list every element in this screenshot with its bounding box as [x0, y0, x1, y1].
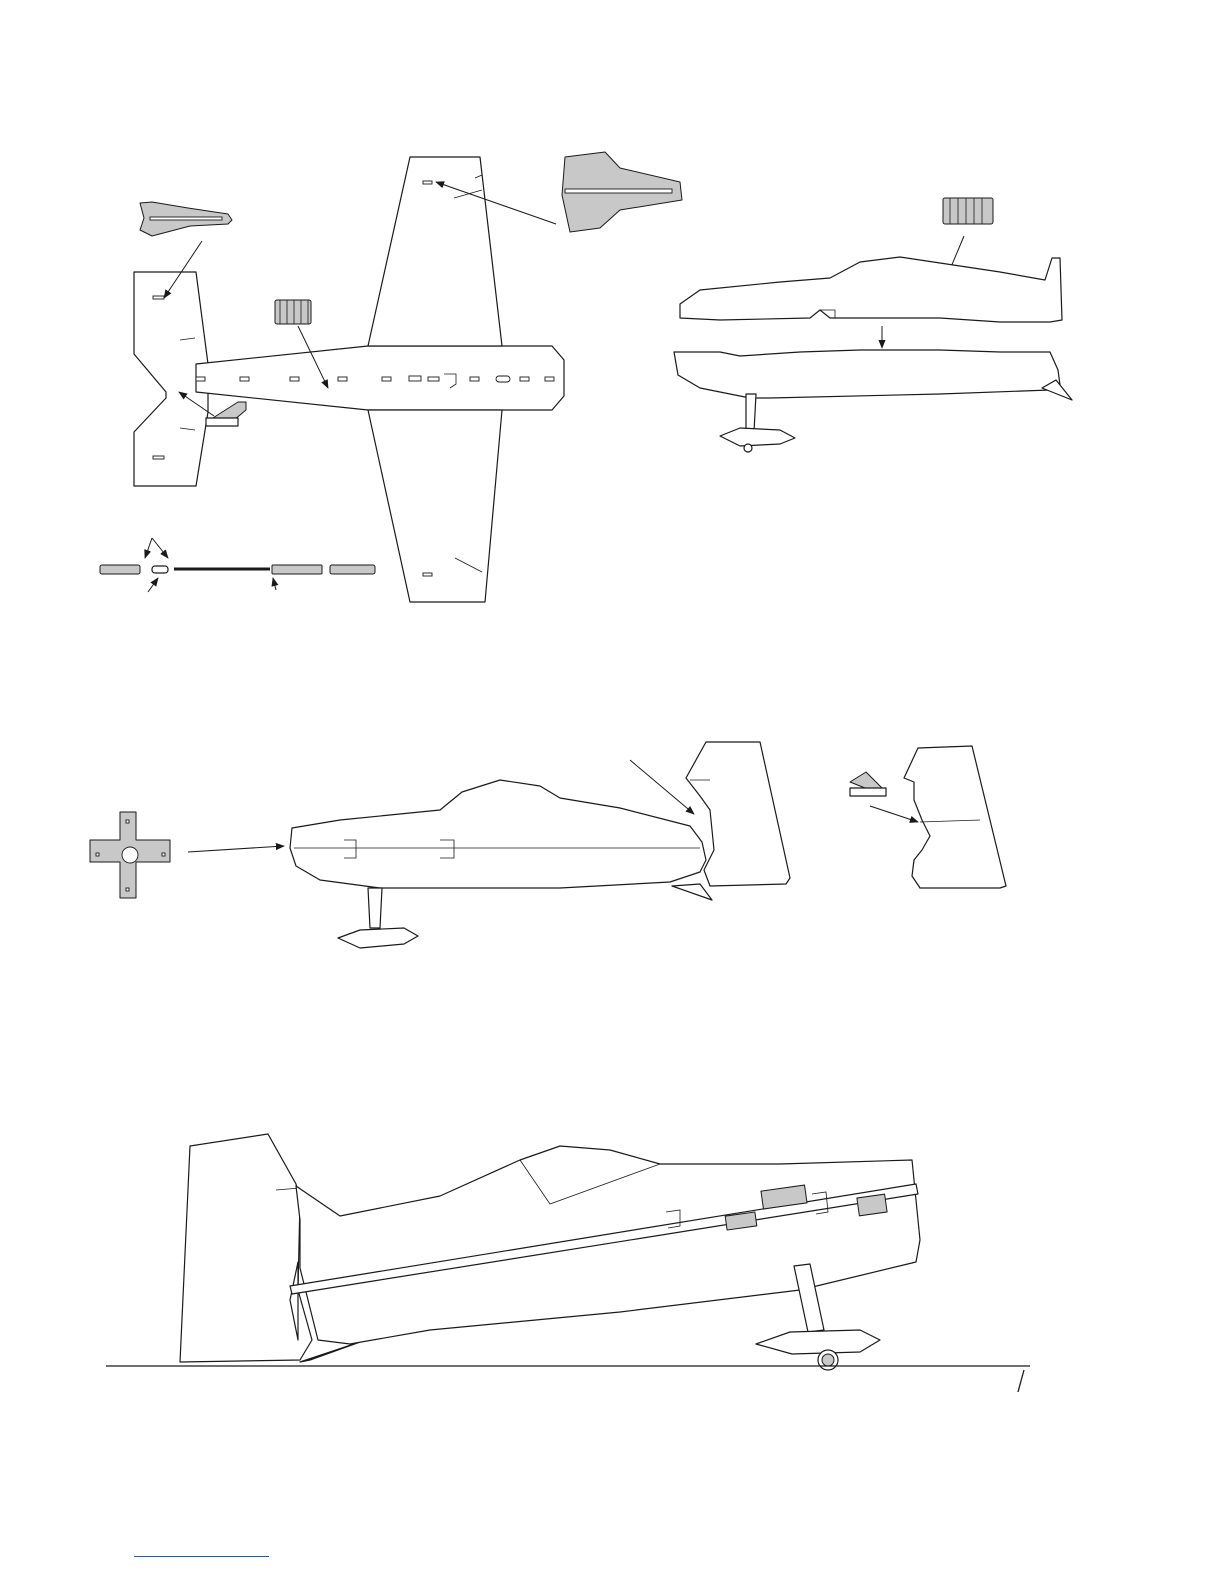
landing-gear-side-view-1: [720, 394, 795, 452]
rudder-detail: [850, 746, 1006, 888]
motor-mount-cross: [90, 812, 284, 898]
figure-2-side-view: [90, 742, 1006, 948]
upper-fuselage-half: [680, 257, 1062, 348]
figure-3-assembled-aircraft: [106, 1134, 1030, 1392]
rudder-control-horn: [850, 772, 886, 796]
ground-line: [106, 1366, 1030, 1392]
lower-fuselage-half: [674, 350, 1072, 452]
figure-1-side-view-halves: [674, 198, 1072, 452]
assembled-fuselage: [290, 1146, 920, 1344]
fuselage-top-view: [196, 346, 564, 410]
figure-1-top-view: [100, 152, 682, 602]
rudder-attached: [672, 742, 790, 900]
pushrod-assembly: [100, 538, 375, 592]
landing-gear-side-view-2: [338, 888, 418, 948]
footer-link-underline[interactable]: [134, 1556, 269, 1557]
fuselage-side-view-2: [290, 760, 706, 948]
